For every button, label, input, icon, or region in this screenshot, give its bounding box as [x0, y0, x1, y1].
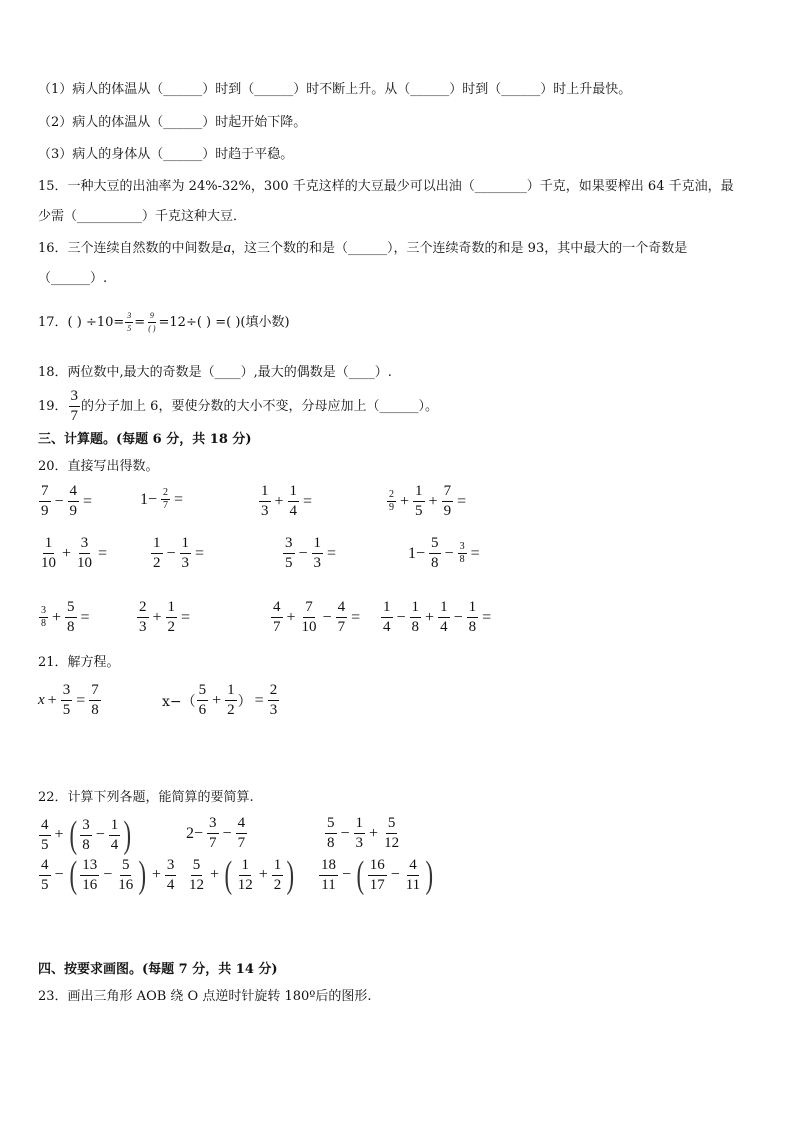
- q21-equation-2: x−（ $\frac{5}{6}$ + $\frac{1}{2}$ ） = $\frac{2}{3}$: [162, 682, 278, 718]
- q20-expr-5: $\frac{1}{10}$ + $\frac{3}{10}$ =: [41, 535, 108, 571]
- q23: 23．画出三角形 AOB 绕 O 点逆时针旋转 180º后的图形.: [38, 989, 372, 1004]
- q22-expr-4: $\frac{4}{5}$ − ( $\frac{13}{16}$ − $\frac{5}{16}$ ) + $\frac{3}{4}$: [41, 854, 175, 896]
- q21-equation-1: x + $\frac{3}{5}$ = $\frac{7}{8}$: [38, 682, 99, 718]
- q14-part3: （3）病人的身体从（______）时趋于平稳。: [38, 147, 294, 162]
- section-4-heading: 四、按要求画图。(每题 7 分，共 14 分): [38, 962, 278, 977]
- q20-expr-1: $\frac{7}{9}$ − $\frac{4}{9}$ =: [41, 483, 93, 519]
- q22-expr-5: $\frac{5}{12}$ + ( $\frac{1}{12}$ + $\frac{1}{2}$ ): [189, 854, 295, 896]
- q22-expr-2: 2− $\frac{3}{7}$ − $\frac{4}{7}$: [186, 815, 246, 851]
- q18: 18．两位数中,最大的奇数是（____）,最大的偶数是（____）.: [38, 365, 392, 380]
- q21-title: 21．解方程。: [38, 655, 120, 670]
- section-3-heading: 三、计算题。(每题 6 分，共 18 分): [38, 432, 252, 447]
- q22-title: 22．计算下列各题，能简算的要简算.: [38, 790, 254, 805]
- q20-expr-9: $\frac{3}{8}$ + $\frac{5}{8}$ =: [41, 599, 90, 635]
- q17-fraction-1: $\frac{3}{5}$: [127, 311, 132, 333]
- q17: 17．( ) ÷10= $\frac{3}{5}$ = $\frac{9}{( )}$ =12÷( ) =( )(填小数): [38, 311, 290, 333]
- q17-fraction-2: $\frac{9}{( )}$: [148, 311, 156, 333]
- q16-line2: （______）.: [38, 271, 108, 286]
- q20-expr-12: $\frac{1}{4}$ − $\frac{1}{8}$ + $\frac{1}{4}$ − $\frac{1}{8}$ =: [383, 599, 492, 635]
- q19-fraction: $\frac{3}{7}$: [70, 388, 79, 424]
- q20-expr-4: $\frac{2}{9}$ + $\frac{1}{5}$ + $\frac{7}{9}$ =: [389, 483, 467, 519]
- q22-expr-1: $\frac{4}{5}$ + ( $\frac{3}{8}$ − $\frac{1}{4}$ ): [41, 814, 132, 856]
- q20-title: 20．直接写出得数。: [38, 459, 159, 474]
- q14-part2: （2）病人的体温从（______）时起开始下降。: [38, 115, 307, 130]
- q20-expr-10: $\frac{2}{3}$ + $\frac{1}{2}$ =: [139, 599, 191, 635]
- q15-line1: 15．一种大豆的出油率为 24%-32%，300 千克这样的大豆最少可以出油（________）千克，如果要榨出 64 千克油，最: [38, 179, 734, 194]
- q22-expr-6: $\frac{18}{11}$ − ( $\frac{16}{17}$ − $\frac{4}{11}$ ): [321, 854, 434, 896]
- q16-line1: 16．三个连续自然数的中间数是a，这三个数的和是（______），三个连续奇数的和是 93，其中最大的一个奇数是: [38, 240, 688, 256]
- q19: 19． $\frac{3}{7}$ 的分子加上 6，要使分数的大小不变，分母应加上（______）。: [38, 388, 438, 424]
- q20-expr-2: 1− $\frac{2}{7}$ =: [140, 487, 184, 511]
- q20-expr-8: 1− $\frac{5}{8}$ − $\frac{3}{8}$ =: [408, 535, 480, 571]
- q20-expr-7: $\frac{3}{5}$ − $\frac{1}{3}$ =: [285, 535, 337, 571]
- q20-expr-6: $\frac{1}{2}$ − $\frac{1}{3}$ =: [153, 535, 205, 571]
- q14-part1: （1）病人的体温从（______）时到（______）时不断上升。从（______）时到（______）时上升最快。: [38, 82, 632, 97]
- q20-expr-11: $\frac{4}{7}$ + $\frac{7}{10}$ − $\frac{4}{7}$ =: [273, 599, 361, 635]
- q20-expr-3: $\frac{1}{3}$ + $\frac{1}{4}$ =: [261, 483, 313, 519]
- q22-expr-3: $\frac{5}{8}$ − $\frac{1}{3}$ + $\frac{5}{12}$: [327, 815, 400, 851]
- q15-line2: 少需（__________）千克这种大豆．: [38, 209, 247, 224]
- variable-a: a: [223, 240, 232, 256]
